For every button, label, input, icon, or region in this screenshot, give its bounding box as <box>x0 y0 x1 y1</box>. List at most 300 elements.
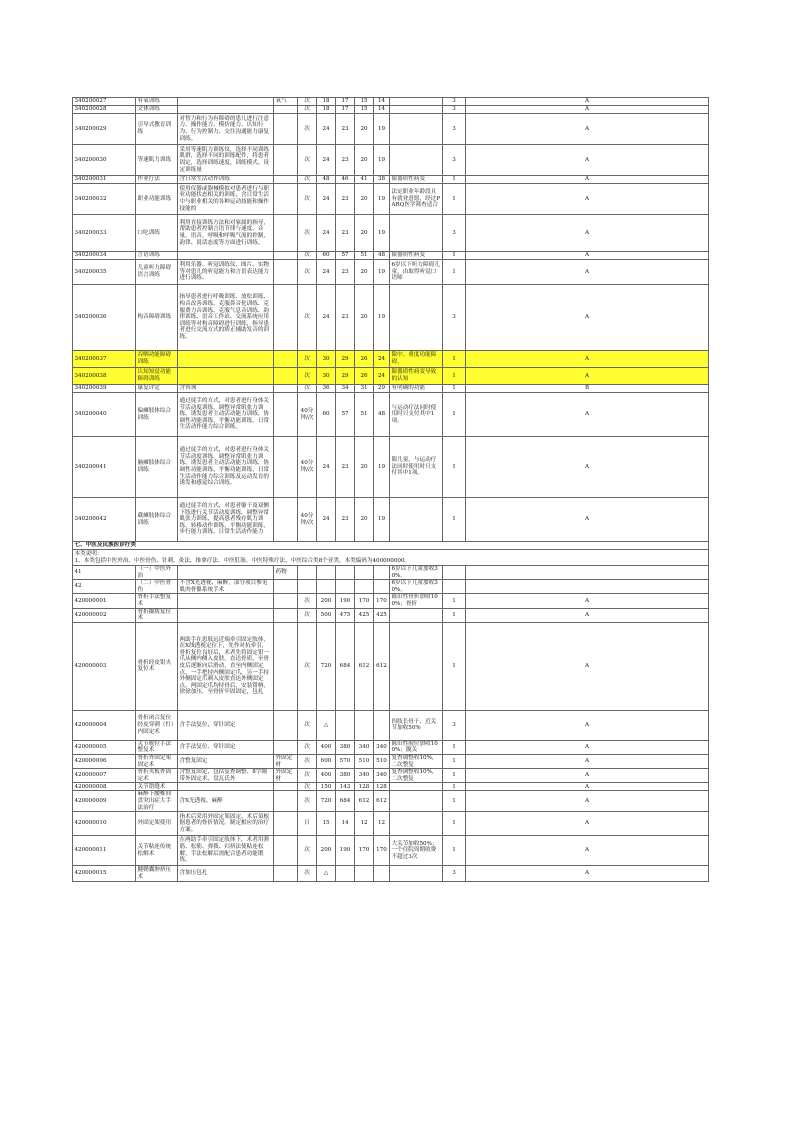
cell-p2: 23 <box>336 437 355 498</box>
cell-p4: 128 <box>374 783 390 791</box>
cell-grade: 1 <box>443 437 466 498</box>
cell-p4: 19 <box>374 260 390 285</box>
cell-note: 限儿童，与运动疗法同时使用时只支付其中1项。 <box>390 437 443 498</box>
cell-name: 截瘫肢体综合训练 <box>136 498 178 542</box>
cell-p1: 15 <box>317 812 336 836</box>
cell-name: 关节脱位手法整复术 <box>136 740 178 754</box>
cell-p3 <box>355 710 374 740</box>
cell-code: 340200033 <box>73 215 136 252</box>
cell-excl <box>274 812 298 836</box>
cell-p1: 60 <box>317 393 336 437</box>
cell-note: 陈旧性脱位加收100%；髋关 <box>390 740 443 754</box>
cell-content <box>178 608 274 622</box>
cell-unit: 次 <box>298 285 317 351</box>
cell-excl <box>274 866 298 882</box>
cell-p4: 340 <box>374 769 390 783</box>
table-row <box>73 285 709 351</box>
cell-unit <box>298 580 317 594</box>
cell-code: 420000004 <box>73 710 136 740</box>
cell-grade: 1 <box>443 594 466 608</box>
cell-p2: 17 <box>336 106 355 114</box>
cell-p1 <box>317 580 336 594</box>
cell-unit: 40分钟/次 <box>298 437 317 498</box>
table-row <box>73 769 709 783</box>
table-row <box>73 580 709 594</box>
cell-code: 340200037 <box>73 351 136 368</box>
cell-grade: 1 <box>443 176 466 184</box>
table-row <box>73 791 709 812</box>
cell-note <box>390 215 443 252</box>
table-row <box>73 622 709 710</box>
cell-excl <box>274 351 298 368</box>
cell-content: 不含X光透视、麻醉，部分项目参见肌肉骨骼系统手术 <box>178 580 274 594</box>
cell-p3: 51 <box>355 393 374 437</box>
cell-name: 脑瘫肢体综合训练 <box>136 437 178 498</box>
cell-p3 <box>355 866 374 882</box>
cell-unit: 次 <box>298 754 317 768</box>
table-row <box>73 106 709 114</box>
cell-grade: 1 <box>443 260 466 285</box>
cell-type: A <box>466 114 709 145</box>
table-row <box>73 184 709 215</box>
cell-unit: 次 <box>298 114 317 145</box>
cell-p4 <box>374 566 390 580</box>
cell-grade: 1 <box>443 608 466 622</box>
cell-note: 与运动疗法同时使用时只支付其中1项。 <box>390 393 443 437</box>
cell-p1: 720 <box>317 791 336 812</box>
cell-grade: 1 <box>443 184 466 215</box>
cell-note: 限中、重度功能障碍。 <box>390 351 443 368</box>
table-row <box>73 114 709 145</box>
cell-content: 在两助手牵引固定肢体下，术者用弹筋、松筋、弹拨、归挤法使粘连松解，手法松解后需配合患者功能锻炼。 <box>178 836 274 866</box>
table-row <box>73 866 709 882</box>
table-row <box>73 608 709 622</box>
cell-p2: 380 <box>336 769 355 783</box>
cell-p1: 400 <box>317 740 336 754</box>
cell-name: 麻醉下腰椎间盘突出症大手法治疗 <box>136 791 178 812</box>
table-row <box>73 385 709 393</box>
cell-name: 职业功能训练 <box>136 184 178 215</box>
description-text: 1、本类包括中医外治、中医骨伤、针刺、灸法、推拿疗法、中医肛肠、中医特殊疗法、中医综合类8个亚类。本类编码为400000000。 <box>74 557 411 564</box>
cell-p4: 14 <box>374 98 390 106</box>
cell-content: 使用仪器或器械模拟对患者进行与职业功能状态相关的训练，含日常生活中与职业相关的各种运动技能和操作技能的 <box>178 184 274 215</box>
cell-p4: 340 <box>374 740 390 754</box>
cell-type: A <box>466 145 709 176</box>
table-row <box>73 252 709 260</box>
cell-name: 有氧训练 <box>136 98 178 106</box>
cell-content <box>178 252 274 260</box>
cell-excl: 氧气 <box>274 98 298 106</box>
cell-p2: 23 <box>336 114 355 145</box>
cell-excl <box>274 252 298 260</box>
cell-p2: 190 <box>336 594 355 608</box>
cell-p3: 12 <box>355 812 374 836</box>
description-label: 本类说明： <box>74 550 103 557</box>
cell-name: 腱鞘囊肿挤压术 <box>136 866 178 882</box>
cell-code: 420000001 <box>73 594 136 608</box>
cell-name: 儿童听力障碍语言训练 <box>136 260 178 285</box>
cell-note: 限器质性病变 <box>390 176 443 184</box>
cell-excl <box>274 783 298 791</box>
cell-type: A <box>466 368 709 385</box>
cell-code: 340200035 <box>73 260 136 285</box>
cell-unit <box>298 566 317 580</box>
cell-content: 含整复固定，包括复查调整、8字绷带外固定术、盘瓦氏外 <box>178 769 274 783</box>
section-title-row <box>73 542 709 550</box>
cell-name: 言语训练 <box>136 252 178 260</box>
cell-unit: 次 <box>298 252 317 260</box>
section-description-row <box>73 550 709 566</box>
cell-p4: 19 <box>374 498 390 542</box>
cell-type: A <box>466 285 709 351</box>
cell-type: A <box>466 836 709 866</box>
cell-p1: 24 <box>317 114 336 145</box>
cell-content: 两助手在患肢远近端牵引固定肢体，在X线透视定位下，先作对抗牵引，骨折复位良好后，术者先将固定钳一爪从侧内侧入皮肤，直达骨质，至骨皮后逐渐向后滑动，直至内侧固定点，一手把持内侧固定爪，另一手持外侧固定爪刺入皮肤直达外侧固定点，两固定爪均持骨后，安装钳柄，徐徐加压，至骨折牢固固定，包扎 <box>178 622 274 710</box>
cell-name: 康复评定 <box>136 385 178 393</box>
cell-grade: 1 <box>443 393 466 437</box>
cell-note <box>390 498 443 542</box>
cell-note: 大关节加收50%；一个住院周期收费不超过3次 <box>390 836 443 866</box>
cell-p3: 15 <box>355 98 374 106</box>
table-row <box>73 783 709 791</box>
cell-name: （一）中医外治 <box>136 566 178 580</box>
cell-code: 340200027 <box>73 98 136 106</box>
cell-note: 6岁以下听力障碍儿童，由取得听觉口语师 <box>390 260 443 285</box>
cell-p1: 500 <box>317 608 336 622</box>
cell-p2: 475 <box>336 608 355 622</box>
cell-unit: 40分钟/次 <box>298 393 317 437</box>
cell-excl <box>274 622 298 710</box>
cell-p3: 20 <box>355 498 374 542</box>
cell-type: A <box>466 437 709 498</box>
cell-p1: 600 <box>317 754 336 768</box>
cell-code: 420000011 <box>73 836 136 866</box>
cell-grade: 3 <box>443 215 466 252</box>
cell-type: A <box>466 812 709 836</box>
cell-grade: 1 <box>443 385 466 393</box>
table-row <box>73 566 709 580</box>
cell-note <box>390 98 443 106</box>
section-description <box>73 550 709 566</box>
cell-type: A <box>466 866 709 882</box>
cell-code: 420000003 <box>73 622 136 710</box>
cell-note: 法定职业年龄段且有就业意愿，经过PARQ医学筛查适合 <box>390 184 443 215</box>
cell-p1: 30 <box>317 351 336 368</box>
cell-p2: 14 <box>336 812 355 836</box>
cell-note <box>390 285 443 351</box>
cell-unit: 40分钟/次 <box>298 498 317 542</box>
cell-p4 <box>374 710 390 740</box>
cell-p3 <box>355 566 374 580</box>
cell-p4: 29 <box>374 385 390 393</box>
cell-content: 采用等速肌力训练仪，选择不同训练肌群，选择不同的训练配件，将患者固定，选择训练速度，训练模式，设定训练量 <box>178 145 274 176</box>
cell-unit: 次 <box>298 176 317 184</box>
cell-p1: 150 <box>317 783 336 791</box>
cell-p1: 30 <box>317 368 336 385</box>
cell-excl <box>274 393 298 437</box>
table-row <box>73 836 709 866</box>
cell-p4: 19 <box>374 184 390 215</box>
cell-p1: 48 <box>317 176 336 184</box>
cell-name: 骨折经皮钳夹复位术 <box>136 622 178 710</box>
cell-unit: 次 <box>298 608 317 622</box>
cell-content: 含X光透视、麻醉 <box>178 791 274 812</box>
cell-p2: 570 <box>336 754 355 768</box>
cell-name: 关节粘连传统松解术 <box>136 836 178 866</box>
cell-type: A <box>466 393 709 437</box>
cell-unit: 次 <box>298 385 317 393</box>
cell-type: B <box>466 385 709 393</box>
cell-p4: 48 <box>374 252 390 260</box>
cell-note: 限器质性病变 <box>390 252 443 260</box>
cell-p1: 200 <box>317 594 336 608</box>
cell-type: A <box>466 622 709 710</box>
cell-excl <box>274 710 298 740</box>
cell-p3: 20 <box>355 145 374 176</box>
cell-p2: 23 <box>336 260 355 285</box>
cell-p2: 23 <box>336 184 355 215</box>
cell-p1: 24 <box>317 260 336 285</box>
cell-p2: 29 <box>336 368 355 385</box>
cell-name: 吞咽功能障碍训练 <box>136 351 178 368</box>
cell-grade: 3 <box>443 145 466 176</box>
cell-code: 420000006 <box>73 754 136 768</box>
cell-name: 骨折手法整复术 <box>136 594 178 608</box>
cell-p3: 20 <box>355 114 374 145</box>
cell-p1: △ <box>317 710 336 740</box>
cell-p3: 340 <box>355 740 374 754</box>
cell-p3: 20 <box>355 437 374 498</box>
cell-code: 420000009 <box>73 791 136 812</box>
cell-note <box>390 866 443 882</box>
cell-p3: 26 <box>355 351 374 368</box>
cell-p3: 26 <box>355 368 374 385</box>
cell-content: 指导患者进行呼吸训练、放松训练、构音改善训练、克服鼻音化训练、克服费力音训练、克服气息音训练、韵律训练、语音工作站、交流系统应用训练等对构音障碍进行训练，指导患者进行交流方式的矫正辅助发音的训练。 <box>178 285 274 351</box>
table-row <box>73 351 709 368</box>
cell-p4: 170 <box>374 836 390 866</box>
cell-p3: 170 <box>355 836 374 866</box>
cell-p4 <box>374 866 390 882</box>
cell-content <box>178 351 274 368</box>
cell-p1: 24 <box>317 215 336 252</box>
cell-p1: 60 <box>317 252 336 260</box>
cell-code: 340200036 <box>73 285 136 351</box>
cell-p2: 23 <box>336 285 355 351</box>
cell-grade <box>443 566 466 580</box>
cell-content: 含日常生活动作训练 <box>178 176 274 184</box>
cell-excl: 外固定材 <box>274 754 298 768</box>
cell-content: 含手法复位、穿针固定 <box>178 740 274 754</box>
cell-p2: 190 <box>336 836 355 866</box>
cell-p3: 20 <box>355 285 374 351</box>
cell-excl <box>274 608 298 622</box>
cell-p4: 19 <box>374 145 390 176</box>
cell-grade: 1 <box>443 754 466 768</box>
cell-name: 骨折夹板外固定术 <box>136 769 178 783</box>
cell-code: 420000010 <box>73 812 136 836</box>
cell-name: 构音障碍训练 <box>136 285 178 351</box>
cell-content: 通过徒手的方式，对患者进行身体关节活动度训练，调整异常肌张力训练，诱发患者主动活动能力训练，协调性功能训练，平衡功能训练，日常生活动作能力综合训练。 <box>178 393 274 437</box>
cell-note <box>390 622 443 710</box>
table-row <box>73 98 709 106</box>
cell-p4 <box>374 580 390 594</box>
cell-name: 外固定架使用 <box>136 812 178 836</box>
cell-p4: 38 <box>374 176 390 184</box>
cell-p4: 24 <box>374 351 390 368</box>
cell-type: A <box>466 498 709 542</box>
cell-p2: 23 <box>336 498 355 542</box>
cell-content: 含咨询 <box>178 385 274 393</box>
cell-p2: 57 <box>336 252 355 260</box>
cell-name: 骨折外固定架固定术 <box>136 754 178 768</box>
cell-p4: 19 <box>374 114 390 145</box>
cell-note: 复查调整收10%，二次整复 <box>390 769 443 783</box>
cell-p4: 612 <box>374 791 390 812</box>
cell-code: 42 <box>73 580 136 594</box>
cell-grade: 3 <box>443 114 466 145</box>
cell-p1: 36 <box>317 385 336 393</box>
cell-code: 340200038 <box>73 368 136 385</box>
cell-p2: 380 <box>336 740 355 754</box>
cell-excl <box>274 791 298 812</box>
cell-p2: 684 <box>336 791 355 812</box>
table-row <box>73 812 709 836</box>
cell-unit: 次 <box>298 145 317 176</box>
cell-note: 6岁以下儿童加收30%。 <box>390 580 443 594</box>
cell-content: 指术后采用外固定架固定，术后須根据患者的骨折情况，制定相应的治疗方案。 <box>178 812 274 836</box>
cell-p1: 24 <box>317 498 336 542</box>
cell-code: 340200028 <box>73 106 136 114</box>
cell-p3 <box>355 580 374 594</box>
cell-unit: 次 <box>298 622 317 710</box>
cell-excl: 药物 <box>274 566 298 580</box>
cell-p3: 340 <box>355 769 374 783</box>
cell-grade: 3 <box>443 710 466 740</box>
cell-p1: 24 <box>317 184 336 215</box>
cell-code: 340200030 <box>73 145 136 176</box>
cell-type: A <box>466 740 709 754</box>
cell-type: A <box>466 176 709 184</box>
cell-grade: 1 <box>443 791 466 812</box>
cell-unit: 次 <box>298 836 317 866</box>
cell-content: 含加压包扎 <box>178 866 274 882</box>
cell-unit: 日 <box>298 812 317 836</box>
cell-p1: 18 <box>317 98 336 106</box>
cell-note: 6岁以下儿童加收30%。 <box>390 566 443 580</box>
cell-excl <box>274 145 298 176</box>
cell-excl <box>274 215 298 252</box>
cell-note <box>390 114 443 145</box>
table-row <box>73 393 709 437</box>
cell-type: A <box>466 769 709 783</box>
cell-type: A <box>466 98 709 106</box>
cell-unit: 次 <box>298 184 317 215</box>
cell-grade: 1 <box>443 252 466 260</box>
cell-note <box>390 145 443 176</box>
cell-code: 340200041 <box>73 437 136 498</box>
cell-unit: 次 <box>298 866 317 882</box>
cell-name: 作业疗法 <box>136 176 178 184</box>
table-row <box>73 368 709 385</box>
cell-content <box>178 106 274 114</box>
cell-type: A <box>466 710 709 740</box>
cell-note: 限器质性病变导致的认知 <box>390 368 443 385</box>
cell-p3: 425 <box>355 608 374 622</box>
cell-p4: 425 <box>374 608 390 622</box>
cell-code: 41 <box>73 566 136 580</box>
cell-code: 420000015 <box>73 866 136 882</box>
cell-content <box>178 566 274 580</box>
cell-p1: 24 <box>317 437 336 498</box>
cell-code: 340200034 <box>73 252 136 260</box>
cell-p4: 19 <box>374 215 390 252</box>
cell-unit: 次 <box>298 594 317 608</box>
cell-grade: 1 <box>443 812 466 836</box>
cell-excl <box>274 260 298 285</box>
cell-excl <box>274 580 298 594</box>
cell-name: 口吃训练 <box>136 215 178 252</box>
cell-p4: 48 <box>374 393 390 437</box>
cell-name: 关节错缝术 <box>136 783 178 791</box>
cell-type: A <box>466 106 709 114</box>
cell-p4: 19 <box>374 437 390 498</box>
cell-unit: 次 <box>298 106 317 114</box>
cell-p3: 41 <box>355 176 374 184</box>
cell-unit: 次 <box>298 98 317 106</box>
cell-p2 <box>336 566 355 580</box>
cell-unit: 次 <box>298 260 317 285</box>
cell-type: A <box>466 594 709 608</box>
cell-code: 340200031 <box>73 176 136 184</box>
cell-p2: 34 <box>336 385 355 393</box>
cell-grade: 1 <box>443 622 466 710</box>
cell-p2 <box>336 580 355 594</box>
cell-type: A <box>466 260 709 285</box>
cell-excl <box>274 285 298 351</box>
cell-note <box>390 608 443 622</box>
cell-p3: 612 <box>355 622 374 710</box>
cell-name: 骨折闭合复位经皮穿刺（钉）内固定术 <box>136 710 178 740</box>
cell-content: 利用直接训练方法和对家属的指导，帮助患者控制言语节律与速度、音量、语音、呼吸和呼吸气流的控制，韵律、说话态度等方面进行训练。 <box>178 215 274 252</box>
cell-p3: 170 <box>355 594 374 608</box>
cell-code: 340200032 <box>73 184 136 215</box>
cell-content: 通过徒手的方式，对患者躯干及双侧下肢进行关节活动度训练，调整异常肌张力训练，提高患者残存肌力训练，转移动作训练，平衡功能训练，步行能力训练，日常生活动作能力 <box>178 498 274 542</box>
cell-excl <box>274 368 298 385</box>
cell-type: A <box>466 608 709 622</box>
cell-content <box>178 98 274 106</box>
table-row <box>73 260 709 285</box>
cell-excl <box>274 114 298 145</box>
cell-name: 引导式教育训练 <box>136 114 178 145</box>
cell-p3: 31 <box>355 385 374 393</box>
cell-unit: 次 <box>298 740 317 754</box>
cell-p2: 143 <box>336 783 355 791</box>
cell-p4: 612 <box>374 622 390 710</box>
cell-p2 <box>336 866 355 882</box>
cell-content <box>178 594 274 608</box>
cell-content <box>178 368 274 385</box>
cell-note: 四肢长骨干、近关节加收50% <box>390 710 443 740</box>
cell-code: 340200039 <box>73 385 136 393</box>
cell-name: 骨折撬拨复位术 <box>136 608 178 622</box>
cell-p2: 23 <box>336 215 355 252</box>
cell-p3: 20 <box>355 215 374 252</box>
cell-excl <box>274 836 298 866</box>
cell-type: A <box>466 351 709 368</box>
cell-p4: 14 <box>374 106 390 114</box>
cell-p4: 510 <box>374 754 390 768</box>
cell-grade <box>443 580 466 594</box>
